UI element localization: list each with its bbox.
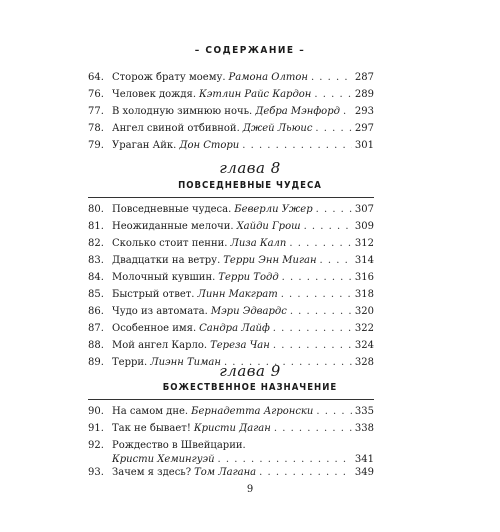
dot-leader: [281, 289, 352, 301]
chapter-9-rule: [88, 399, 374, 400]
dot-leader: [274, 423, 352, 435]
entry-number: 80.: [88, 204, 104, 215]
dot-leader: [311, 72, 352, 84]
toc-entry: [88, 306, 374, 323]
entry-author: Лиэнн Тиман: [150, 357, 221, 368]
entry-number: 86.: [88, 306, 104, 317]
entry-title: Сколько стоит пенни.: [112, 238, 228, 249]
entry-title: Зачем я здесь?: [112, 467, 192, 478]
dot-leader: [290, 306, 352, 318]
entry-page: 287: [354, 72, 374, 83]
entry-author: Тереза Чан: [210, 340, 270, 351]
dot-leader: [316, 406, 352, 418]
entry-page: 335: [354, 406, 374, 417]
dot-leader: [314, 89, 352, 101]
entry-page: 309: [354, 221, 374, 232]
entry-title: В холодную зимнюю ночь.: [112, 106, 253, 117]
toc-entry: [88, 140, 374, 157]
dot-leader: [273, 340, 352, 352]
entry-author: Терри Тодд: [218, 272, 279, 283]
toc-entry: [88, 440, 374, 467]
dot-leader: [320, 255, 352, 267]
entry-number: 92.: [88, 440, 104, 451]
entry-title: Терри.: [112, 357, 148, 368]
entry-title: Ангел свиной отбивной.: [112, 123, 240, 134]
chapter-9-label: глава 9: [219, 362, 281, 380]
entry-author: Том Лагана: [194, 467, 257, 478]
dot-leader: [259, 467, 352, 479]
running-head: – СОДЕРЖАНИЕ –: [194, 45, 306, 56]
toc-entry: [88, 289, 374, 306]
entry-author: Кэтлин Райс Кардон: [199, 89, 312, 100]
entry-author: Дебра Мэнфорд: [255, 106, 340, 117]
entry-number: 77.: [88, 106, 104, 117]
entry-title: Мой ангел Карло.: [112, 340, 208, 351]
toc-entry: [88, 323, 374, 340]
entry-number: 84.: [88, 272, 104, 283]
page-number: 9: [246, 484, 254, 495]
chapter-8-rule: [88, 197, 374, 198]
dot-leader: [343, 106, 352, 118]
entry-page: 349: [354, 467, 374, 478]
entry-author: Дон Стори: [179, 140, 240, 151]
entry-author: Джей Льюис: [242, 123, 313, 134]
entry-page: 320: [354, 306, 374, 317]
entry-author: Беверли Ужер: [234, 204, 313, 215]
entry-title: На самом дне.: [112, 406, 189, 417]
entry-page: 316: [354, 272, 374, 283]
entry-number: 91.: [88, 423, 104, 434]
entry-page: 297: [354, 123, 374, 134]
entry-number: 82.: [88, 238, 104, 249]
entry-page: 307: [354, 204, 374, 215]
toc-entry: [88, 238, 374, 255]
entry-title: Человек дождя.: [112, 89, 197, 100]
entry-title: Двадцатки на ветру.: [112, 255, 221, 266]
toc-entry: [88, 467, 374, 484]
toc-entry: [88, 406, 374, 423]
toc-entry: [88, 221, 374, 238]
entry-title: Сторож брату моему.: [112, 72, 226, 83]
entry-author: Сандра Лайф: [199, 323, 270, 334]
entry-number: 90.: [88, 406, 104, 417]
entry-title: Рождество в Швейцарии.: [112, 440, 246, 451]
entry-page: 324: [354, 340, 374, 351]
entry-title: Повседневные чудеса.: [112, 204, 232, 215]
dot-leader: [273, 323, 352, 335]
toc-group-2: [88, 204, 374, 374]
entry-author: Мэри Эдвардс: [210, 306, 287, 317]
entry-title: Чудо из автомата.: [112, 306, 208, 317]
entry-author: Кристи Хемингуэй: [112, 454, 215, 465]
toc-entry: [88, 89, 374, 106]
entry-title: Неожиданные мелочи.: [112, 221, 234, 232]
entry-page: 301: [354, 140, 374, 151]
entry-title: Молочный кувшин.: [112, 272, 216, 283]
entry-number: 79.: [88, 140, 104, 151]
entry-number: 93.: [88, 467, 104, 478]
toc-entry: [88, 72, 374, 89]
entry-author: Терри Энн Миган: [223, 255, 317, 266]
entry-author: Лиза Калп: [230, 238, 287, 249]
entry-number: 89.: [88, 357, 104, 368]
entry-title: Быстрый ответ.: [112, 289, 195, 300]
entry-page: 322: [354, 323, 374, 334]
dot-leader: [316, 204, 352, 216]
entry-number: 64.: [88, 72, 104, 83]
dot-leader: [304, 221, 352, 233]
entry-title: Так не бывает!: [112, 423, 191, 434]
chapter-8-label: глава 8: [219, 159, 281, 177]
entry-number: 88.: [88, 340, 104, 351]
entry-author: Хайди Грош: [236, 221, 301, 232]
chapter-9-title: БОЖЕСТВЕННОЕ НАЗНАЧЕНИЕ: [162, 382, 338, 393]
entry-number: 81.: [88, 221, 104, 232]
entry-number: 87.: [88, 323, 104, 334]
entry-title: Особенное имя.: [112, 323, 197, 334]
toc-entry: [88, 106, 374, 123]
toc-entry: [88, 123, 374, 140]
toc-entry: [88, 204, 374, 221]
entry-page: 318: [354, 289, 374, 300]
entry-author: Кристи Даган: [193, 423, 271, 434]
entry-page: 293: [354, 106, 374, 117]
entry-page: 338: [354, 423, 374, 434]
dot-leader: [289, 238, 352, 250]
entry-page: 328: [354, 357, 374, 368]
entry-author: Бернадетта Агронски: [191, 406, 314, 417]
entry-page: 314: [354, 255, 374, 266]
entry-number: 76.: [88, 89, 104, 100]
entry-title: Ураган Айк.: [112, 140, 177, 151]
toc-entry: [88, 272, 374, 289]
entry-page: 312: [354, 238, 374, 249]
entry-author: Рамона Олтон: [228, 72, 308, 83]
toc-group-1: [88, 72, 374, 157]
toc-entry: [88, 255, 374, 272]
entry-author: Линн Макграт: [197, 289, 278, 300]
toc-group-3: [88, 406, 374, 484]
dot-leader: [282, 272, 352, 284]
entry-number: 83.: [88, 255, 104, 266]
entry-number: 85.: [88, 289, 104, 300]
entry-page: 289: [354, 89, 374, 100]
entry-page: 341: [354, 454, 374, 465]
dot-leader: [242, 140, 352, 152]
toc-entry: [88, 423, 374, 440]
chapter-8-title: ПОВСЕДНЕВНЫЕ ЧУДЕСА: [178, 180, 322, 191]
entry-number: 78.: [88, 123, 104, 134]
dot-leader: [218, 454, 352, 466]
dot-leader: [315, 123, 351, 135]
toc-entry: [88, 340, 374, 357]
